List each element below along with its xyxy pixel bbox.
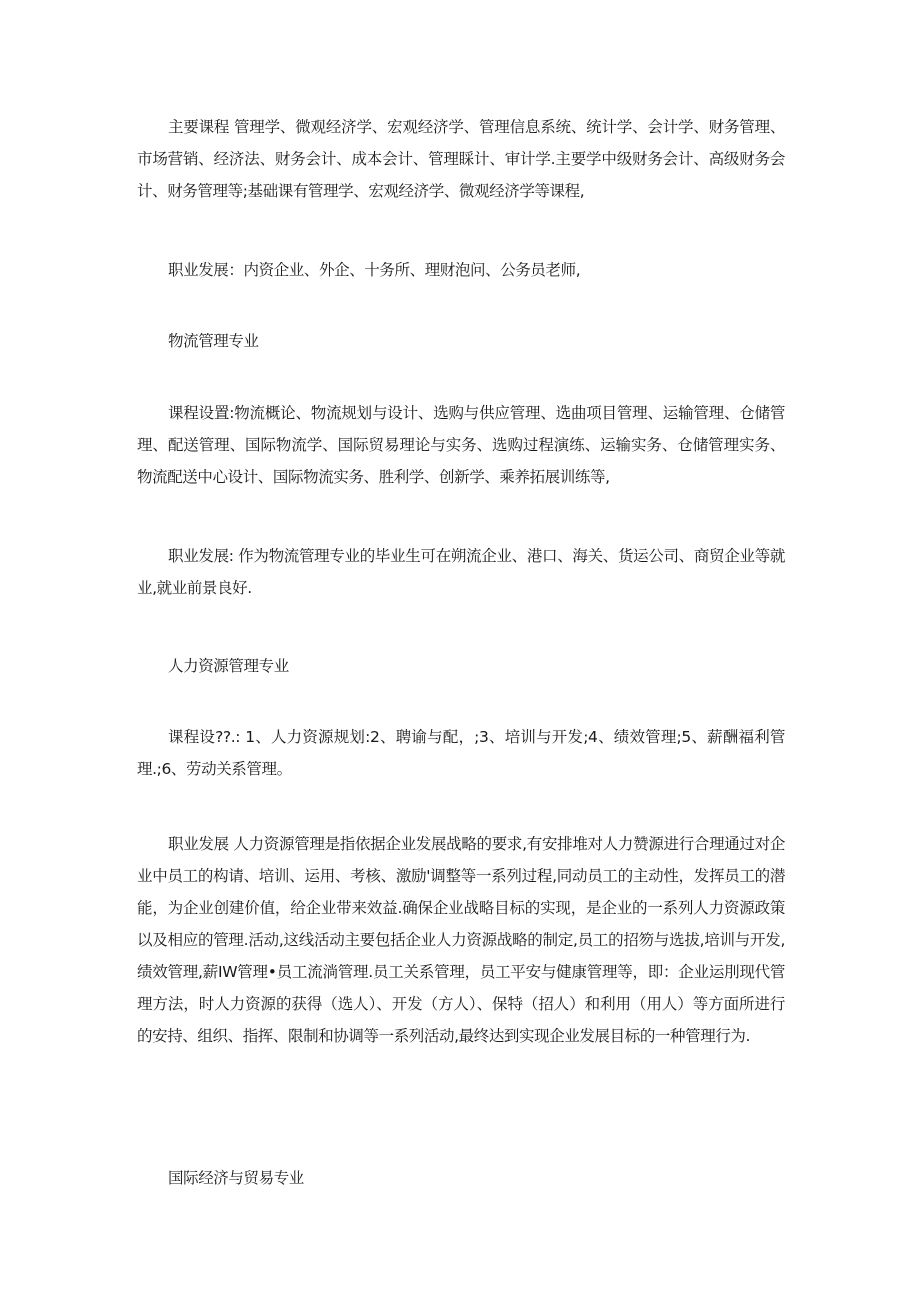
paragraph-hr-career: 职业发展 人力资源管理是指依据企业发展战略的要求,有安排堆对人力赞源进行合理通过对企业中员工的构请、培训、运用、考核、激励'调整等一系列过程,同动员工的主动性，发挥员工的潜能，为企业创建价值，给企业带来效益.确保企业战略目标的实现，是企业的一系列人力资源政策以及相应的管理.活动,这线活动主要包括企业人力资源战略的制定,员工的招笏与选拔,培训与开发,绩效管理,薪IW管理•员工流淌管理.员工关系管理，员工平安与健康管理等，即：企业运刖现代管理方法，时人力资源的获得（选人）、开发（方人）、保特（招人）和利用（用人）等方面所进行的安持、组织、指挥、限制和协调等一系列活动,最终达到实现企业发展目标的一种管理行为. [137,835,785,1045]
paragraph-logistics-courses: 课程设置:物流概论、物流规划与设计、选购与供应管理、选曲项目管理、运输管理、仓储管理、配送管理、国际物流学、国际贸易理论与实务、选购过程演练、运输实务、仓储管理实务、物流配送中心设计、国际物流实务、胜利学、创新学、乘养拓展训练等, [137,404,785,486]
paragraph-career-development: 职业发展：内资企业、外企、十务所、理财泡问、公务员老师, [168,261,581,279]
section-heading-hr: 人力资源管理专业 [168,657,289,675]
section-heading-international-trade: 国际经济与贸易专业 [168,1169,304,1187]
section-heading-logistics: 物流管理专业 [168,332,259,350]
paragraph-main-courses: 主要课程 管理学、微观经济学、宏观经济学、管理信息系统、统计学、会计学、财务管理、市场营销、经济法、财务会计、成本会计、管理睬计、审计学.主要学中级财务会计、高级财务会计、财务管理等;基础课有管理学、宏观经济学、微观经济学等课程, [137,118,785,200]
paragraph-hr-courses: 课程设??.: 1、人力资源规划:2、聘谕与配，;3、培训与开发;4、绩效管理;5、薪酬福利管理.;6、劳动关系管理。 [137,728,785,778]
paragraph-logistics-career: 职业发展: 作为物流管理专业的毕业生可在朔流企业、港口、海关、货运公司、商贸企业等就业,就业前景良好. [137,547,785,597]
